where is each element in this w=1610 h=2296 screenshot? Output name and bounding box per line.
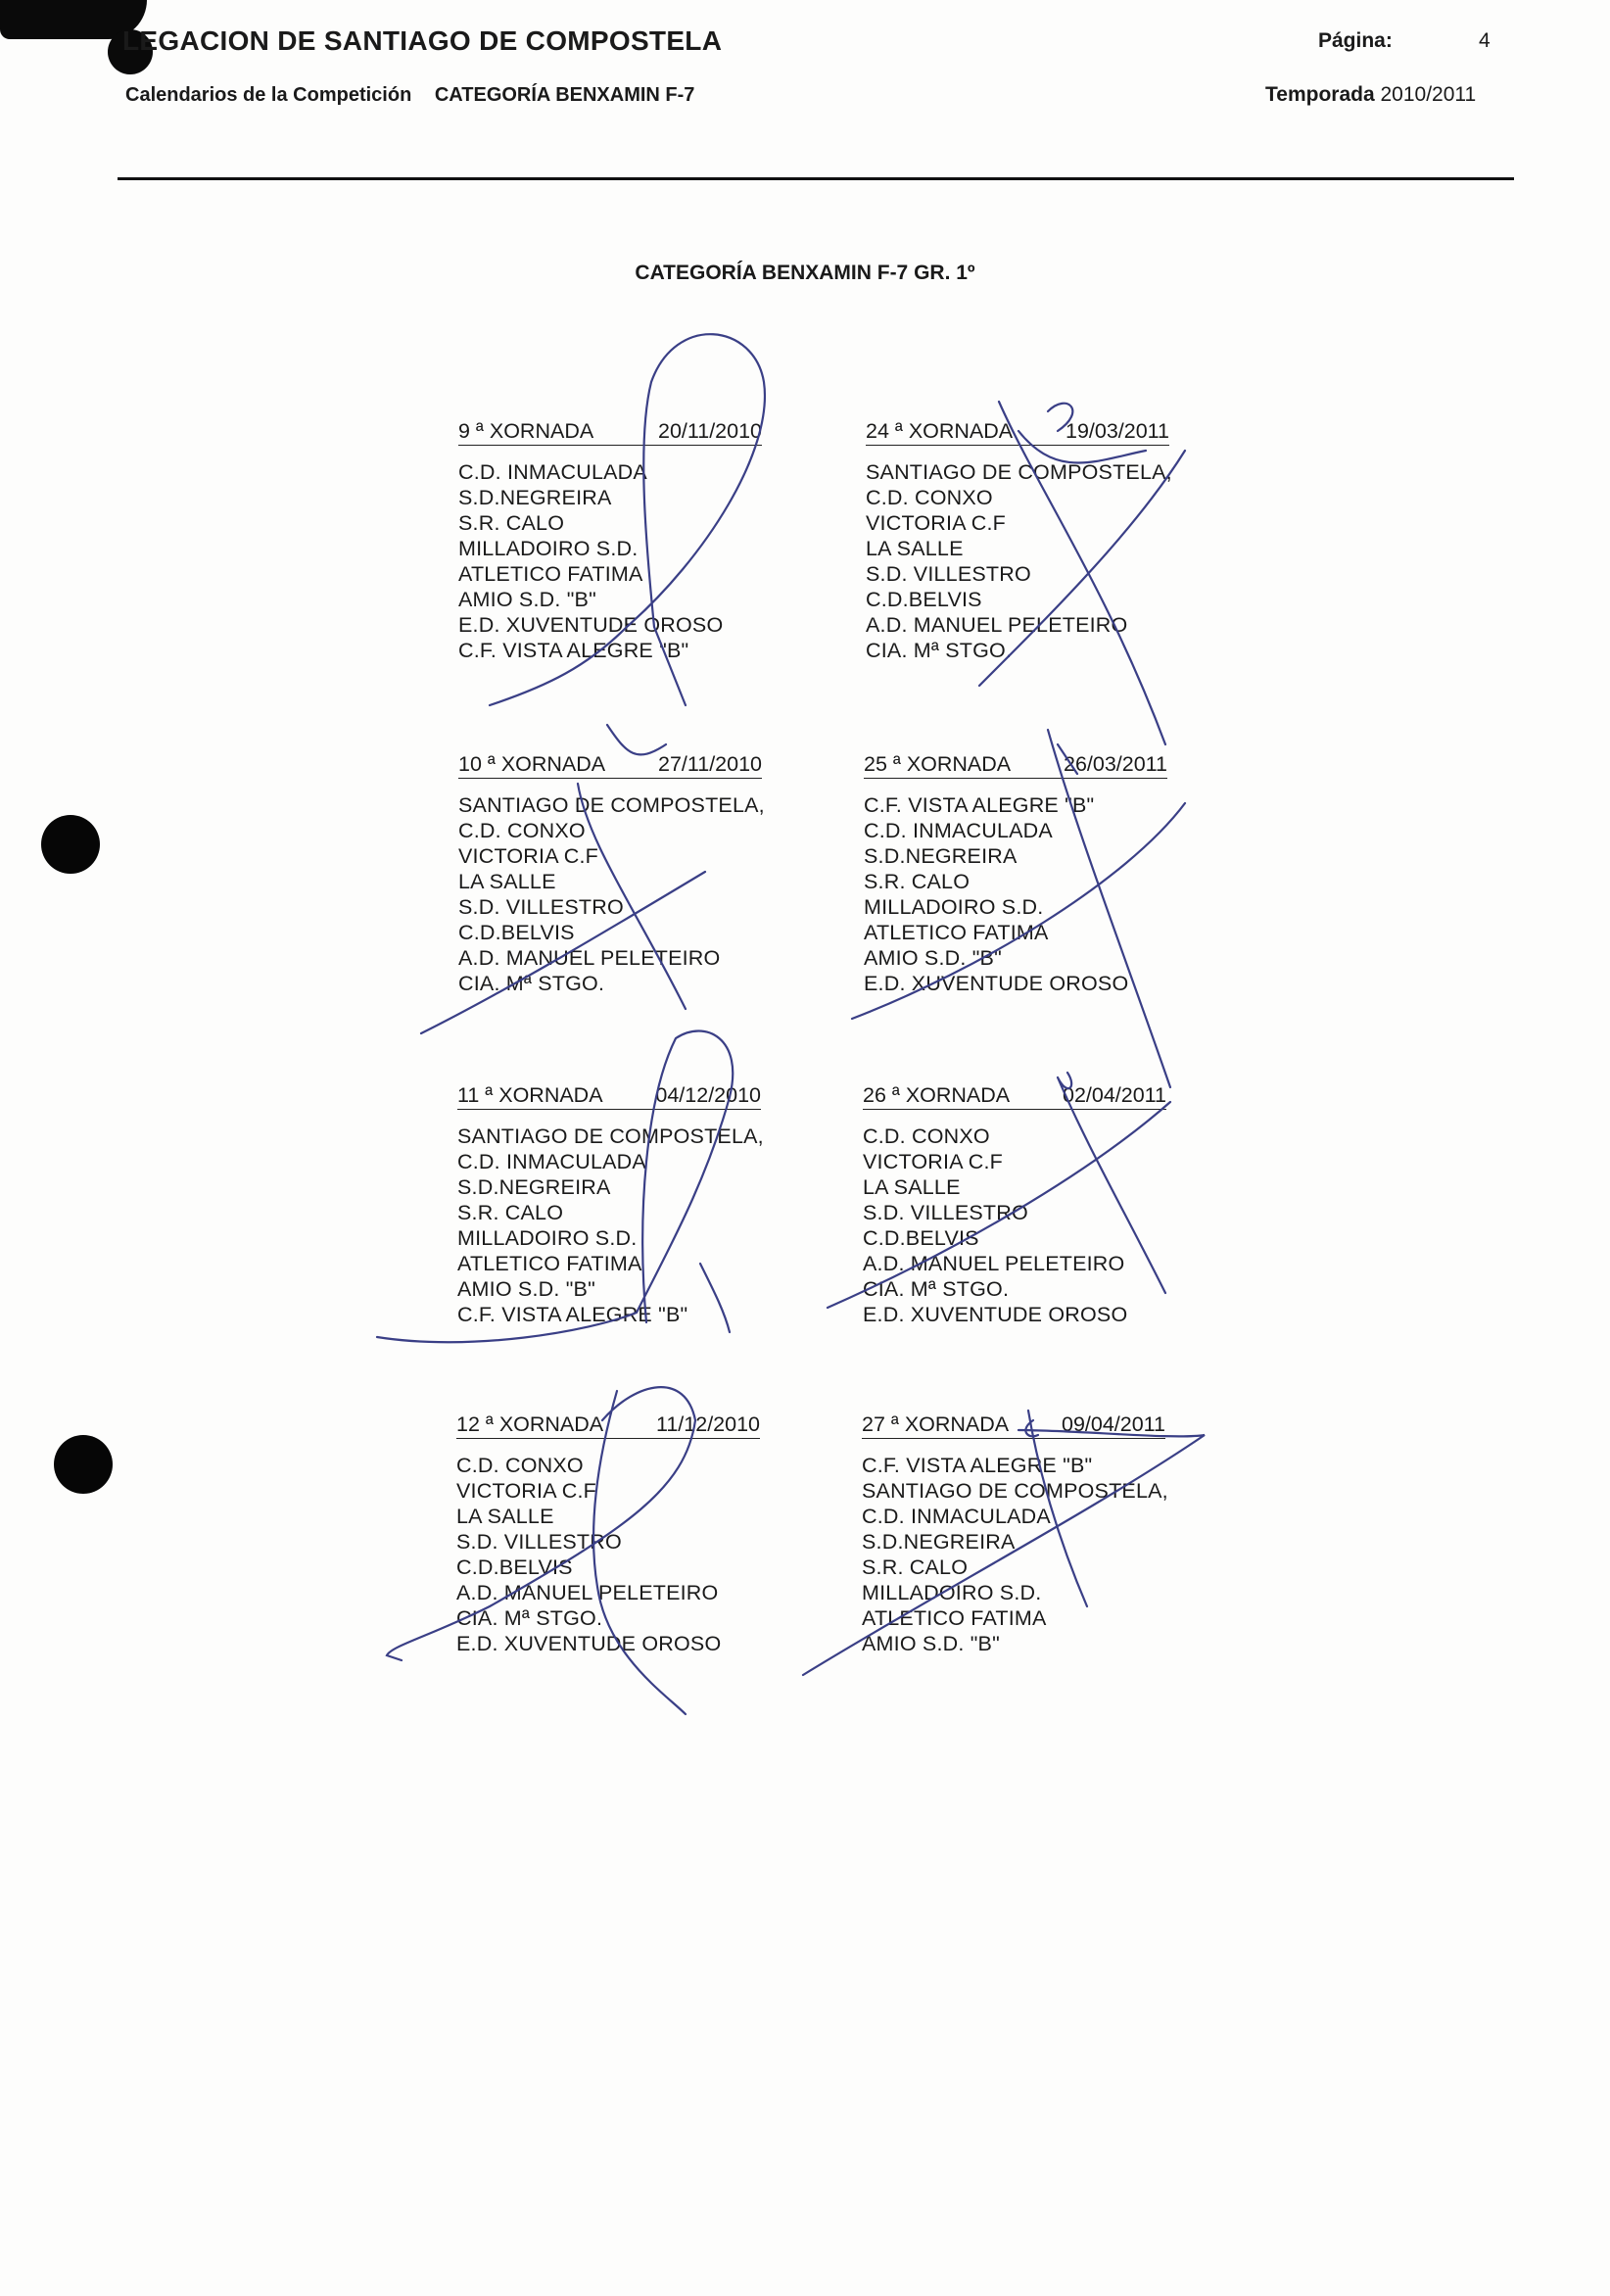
team-name: E.D. XUVENTUDE OROSO (458, 613, 724, 637)
round-header (458, 751, 762, 779)
round-header (862, 1411, 1165, 1439)
team-name: S.D.NEGREIRA (458, 486, 612, 509)
round-label: 12 ª XORNADA (456, 1412, 604, 1436)
team-name: C.F. VISTA ALEGRE "B" (862, 1454, 1093, 1477)
team-name: C.D. CONXO (866, 486, 993, 509)
team-name: ATLETICO FATIMA (862, 1606, 1047, 1630)
round-block (864, 751, 1167, 996)
team-name: VICTORIA C.F (866, 511, 1006, 535)
round-block (458, 418, 762, 663)
round-date: 04/12/2010 (655, 1083, 761, 1107)
team-name: S.D.NEGREIRA (457, 1175, 611, 1199)
team-name: S.R. CALO (864, 870, 971, 893)
team-name: SANTIAGO DE COMPOSTELA, (457, 1124, 764, 1148)
team-name: C.F. VISTA ALEGRE "B" (864, 793, 1095, 817)
team-name: A.D. MANUEL PELETEIRO (456, 1581, 719, 1604)
team-name: ATLETICO FATIMA (864, 921, 1049, 944)
team-name: C.D. INMACULADA (458, 460, 647, 484)
team-name: S.R. CALO (457, 1201, 564, 1224)
team-name: C.F. VISTA ALEGRE "B" (457, 1303, 688, 1326)
team-name: CIA. Mª STGO. (458, 972, 605, 995)
team-name: C.D.BELVIS (863, 1226, 979, 1250)
team-name: AMIO S.D. "B" (862, 1632, 1000, 1655)
round-label: 27 ª XORNADA (862, 1412, 1010, 1436)
team-name: SANTIAGO DE COMPOSTELA, (458, 793, 765, 817)
team-name: LA SALLE (458, 870, 556, 893)
header-rule (118, 177, 1514, 180)
round-block (862, 1411, 1168, 1656)
round-label: 11 ª XORNADA (457, 1083, 603, 1107)
page-label: Página: (1318, 29, 1393, 52)
team-name: A.D. MANUEL PELETEIRO (866, 613, 1128, 637)
round-block (457, 1082, 764, 1327)
team-name: S.D. VILLESTRO (456, 1530, 622, 1554)
team-name: ATLETICO FATIMA (457, 1252, 642, 1275)
team-name: C.D. CONXO (458, 819, 586, 842)
team-name: C.D. CONXO (863, 1124, 990, 1148)
round-date: 20/11/2010 (657, 419, 762, 443)
round-label: 24 ª XORNADA (866, 419, 1014, 443)
team-name: SANTIAGO DE COMPOSTELA, (862, 1479, 1168, 1503)
team-name: SANTIAGO DE COMPOSTELA, (866, 460, 1172, 484)
team-name: S.R. CALO (862, 1555, 969, 1579)
team-name: C.D.BELVIS (456, 1555, 573, 1579)
team-name: C.D. INMACULADA (457, 1150, 646, 1173)
team-name: S.D. VILLESTRO (458, 895, 624, 919)
season (1265, 83, 1476, 107)
group-title: CATEGORÍA BENXAMIN F-7 GR. 1º (635, 262, 975, 284)
team-name: CIA. Mª STGO. (456, 1606, 603, 1630)
round-date: 26/03/2011 (1063, 752, 1167, 776)
team-name: CIA. Mª STGO. (863, 1277, 1010, 1301)
team-name: VICTORIA C.F (456, 1479, 596, 1503)
team-name: LA SALLE (863, 1175, 961, 1199)
round-date: 27/11/2010 (657, 752, 762, 776)
team-name: C.D.BELVIS (866, 588, 982, 611)
round-date: 19/03/2011 (1065, 419, 1169, 443)
round-header (864, 751, 1167, 779)
season-label: Temporada (1265, 83, 1375, 106)
team-name: ATLETICO FATIMA (458, 562, 643, 586)
punch-hole (54, 1435, 113, 1494)
header-title: LEGACION DE SANTIAGO DE COMPOSTELA (122, 25, 723, 56)
team-name: S.D. VILLESTRO (866, 562, 1031, 586)
team-name: C.D. INMACULADA (862, 1505, 1051, 1528)
team-name: E.D. XUVENTUDE OROSO (863, 1303, 1128, 1326)
round-header (458, 418, 762, 446)
team-name: E.D. XUVENTUDE OROSO (864, 972, 1129, 995)
team-name: VICTORIA C.F (458, 844, 598, 868)
team-name: VICTORIA C.F (863, 1150, 1003, 1173)
team-name: MILLADOIRO S.D. (457, 1226, 638, 1250)
round-label: 10 ª XORNADA (458, 752, 606, 776)
round-header (457, 1082, 761, 1110)
team-name: MILLADOIRO S.D. (864, 895, 1044, 919)
round-header (456, 1411, 760, 1439)
round-header (866, 418, 1169, 446)
team-name: S.D.NEGREIRA (862, 1530, 1016, 1554)
team-name: C.D. INMACULADA (864, 819, 1053, 842)
team-name: AMIO S.D. "B" (864, 946, 1002, 970)
team-name: AMIO S.D. "B" (457, 1277, 595, 1301)
team-name: MILLADOIRO S.D. (458, 537, 639, 560)
round-label: 9 ª XORNADA (458, 419, 594, 443)
team-name: AMIO S.D. "B" (458, 588, 596, 611)
team-name: C.F. VISTA ALEGRE "B" (458, 639, 689, 662)
round-block (458, 751, 765, 996)
round-block (866, 418, 1172, 663)
team-name: E.D. XUVENTUDE OROSO (456, 1632, 722, 1655)
round-date: 02/04/2011 (1062, 1083, 1166, 1107)
round-block (863, 1082, 1166, 1327)
team-name: S.D. VILLESTRO (863, 1201, 1028, 1224)
season-value: 2010/2011 (1380, 83, 1477, 106)
round-label: 26 ª XORNADA (863, 1083, 1011, 1107)
team-name: C.D.BELVIS (458, 921, 575, 944)
team-name: A.D. MANUEL PELETEIRO (458, 946, 721, 970)
team-name: CIA. Mª STGO. (866, 639, 1013, 662)
team-name: A.D. MANUEL PELETEIRO (863, 1252, 1125, 1275)
team-name: S.R. CALO (458, 511, 565, 535)
team-name: C.D. CONXO (456, 1454, 584, 1477)
page-number: 4 (1479, 29, 1491, 52)
round-block (456, 1411, 760, 1656)
round-label: 25 ª XORNADA (864, 752, 1012, 776)
round-header (863, 1082, 1166, 1110)
header-subtitle-left: Calendarios de la Competición (125, 84, 412, 106)
header-subtitle-category: CATEGORÍA BENXAMIN F-7 (434, 84, 695, 106)
team-name: LA SALLE (456, 1505, 554, 1528)
header-subtitle (125, 84, 712, 107)
round-date: 11/12/2010 (655, 1412, 760, 1436)
punch-hole (41, 815, 100, 874)
team-name: LA SALLE (866, 537, 964, 560)
team-name: S.D.NEGREIRA (864, 844, 1018, 868)
round-date: 09/04/2011 (1061, 1412, 1165, 1436)
team-name: MILLADOIRO S.D. (862, 1581, 1042, 1604)
